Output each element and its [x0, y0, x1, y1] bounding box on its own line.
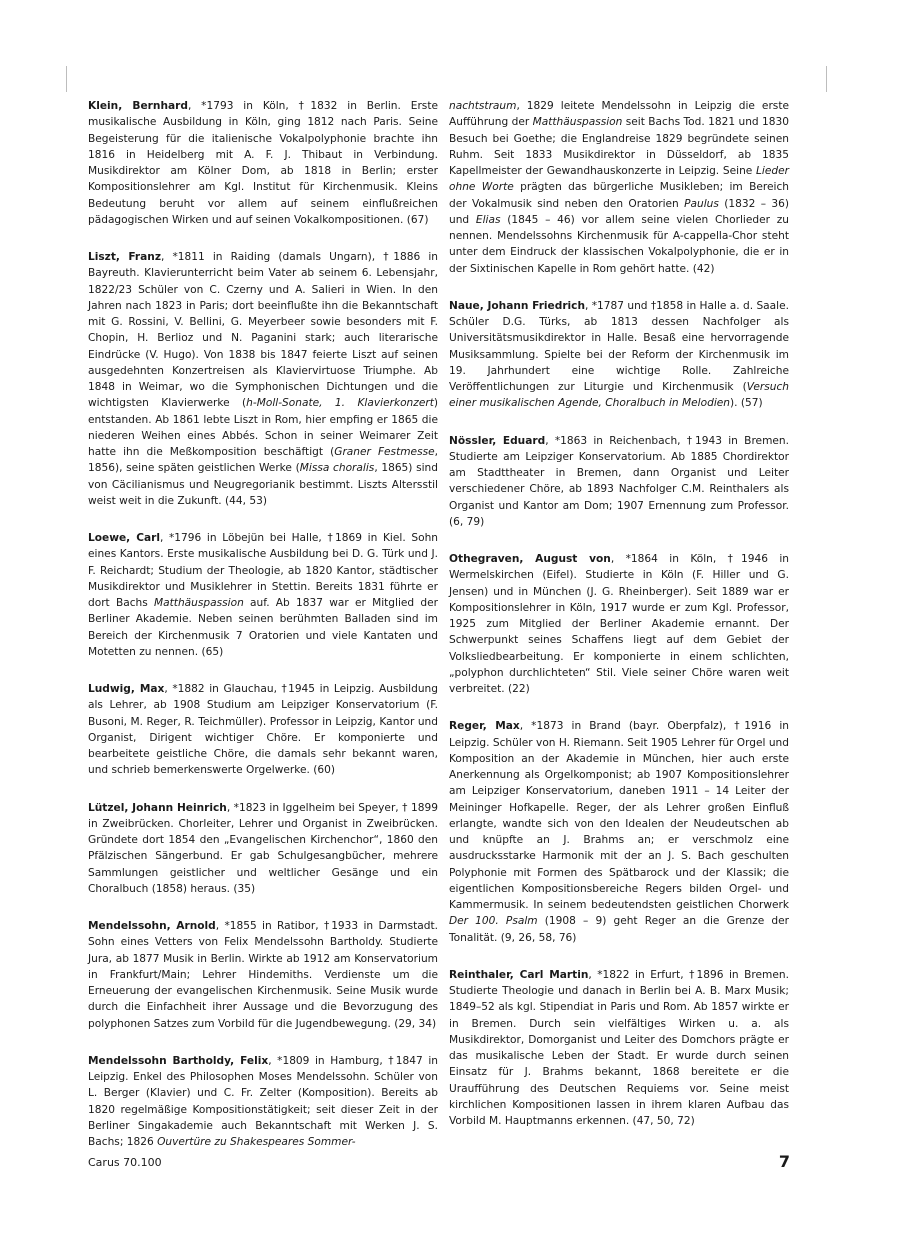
- composer-name: Loewe, Carl: [88, 532, 160, 544]
- work-title: Matthäuspassion: [532, 116, 623, 129]
- biography-entry: [449, 718, 789, 946]
- entry-text: , *1787 und †1858 in Halle a. d. Saale. Schüler D.G. Türks, ab 1813 dessen Nachfolger als Universitätsmusikdirektor in Halle. Besaß eine hervorragende Musiksammlung. Spielte bei der Reform der Kirchenmusik im 19. Jahrhundert eine wichtige Rolle. Zahlreiche Veröffentlichungen zur Liturgie und Kirchenmusik (: [449, 299, 789, 393]
- entry-text: , *1793 in Köln, †1832 in Berlin. Erste musikalische Ausbildung in Köln, ging 1812 nach Paris. Seine Begeisterung für die italienische Vokalpolyphonie brachte ihn 1816 in Heidelberg mit A. F. J. Thibaut in Verbindung. Musikdirektor am Kölner Dom, ab 1818 in Berlin; erster Kompositionslehrer am Kgl. Institut für Kirchenmusik. Kleins Bedeutung beruht vor allem auf seinem einflußreichen pädagogischen Wirken und auf seinen Vokalkompositionen. (67): [88, 100, 438, 226]
- biography-entry: [449, 967, 789, 1130]
- biography-entry: [88, 800, 438, 898]
- biography-entry: [88, 530, 438, 660]
- entry-text: , *1809 in Hamburg, †1847 in Leipzig. Enkel des Philosophen Moses Mendelssohn. Schüler von L. Berger (Klavier) und C. Fr. Zelter (Komposition). Bereits ab 1820 regelmäßige Kompositionstätigkeit; seit dieser Zeit in der Berliner Singakademie auch Bekanntschaft mit Werken J. S. Bachs; 1826: [88, 1054, 439, 1148]
- entry-text: , *1811 in Raiding (damals Ungarn), †1886 in Bayreuth. Klavierunterricht beim Vater ab seinem 6. Lebensjahr, 1822/23 Schüler von C. Czerny und A. Salieri in Wien. In den Jahren nach 1823 in Paris; dort beeinflußte ihn die Bekanntschaft mit G. Rossini, V. Bellini, G. Meyerbeer sowie besonders mit F. Chopin, H. Berlioz und N. Paganini stark; auch literarische Eindrücke (V. Hugo). Von 1838 bis 1847 feierte Liszt auf seinen ausgedehnten Konzertreisen als Klaviervirtuose Triumphe. Ab 1848 in Weimar, wo die Symphonischen Dichtungen und die wichtigsten Klavierwerke (: [88, 251, 438, 410]
- entry-text: (1908 – 9) geht Reger an die Grenze der Tonalität. (9, 26, 58, 76): [449, 915, 790, 944]
- crop-mark: [66, 66, 67, 92]
- entry-text: , *1822 in Erfurt, †1896 in Bremen. Studierte Theologie und danach in Berlin bei A. B. Marx Musik; 1849–52 als kgl. Stipendiat in Paris und Rom. Ab 1857 wirkte er in Bremen. Durch sein vielfältiges Wirken u. a. als Musikdirektor, Domorganist und Leiter des Domchors prägte er das musikalische Leben der Stadt. Er wurde durch seinen Einsatz für J. Brahms bekannt, 1868 bereitete er die Uraufführung des Deutschen Requiems vor. Seine meist kirchlichen Kompositionen lassen in ihrem klaren Aufbau das Vorbild M. Hauptmanns erkennen. (47, 50, 72): [449, 968, 789, 1127]
- composer-name: Lützel, Johann Heinrich: [88, 801, 227, 814]
- entry-text: ) entstanden. Ab 1861 lebte Liszt in Rom, hier empfing er 1865 die niederen Weihen eines Abbés. Schon in seiner Weimarer Zeit hatte ihn die Meßkomposition beschäftigt (: [88, 397, 438, 458]
- composer-name: Reger, Max: [449, 720, 520, 733]
- biography-entry: [88, 98, 438, 228]
- work-title: nachtstraum: [449, 100, 517, 112]
- biography-entry: [88, 249, 438, 509]
- crop-mark: [826, 66, 827, 92]
- biography-entry: [449, 98, 789, 277]
- entry-text: , 1856), seine späten geistlichen Werke (: [88, 446, 438, 475]
- composer-name: Liszt, Franz: [88, 251, 162, 263]
- composer-name: Nössler, Eduard: [449, 434, 546, 447]
- work-title: h-Moll-Sonate, 1. Klavierkonzert: [246, 397, 434, 410]
- entry-text: , *1864 in Köln, †1946 in Wermelskirchen (Eifel). Studierte in Köln (F. Hiller und G. Jensen) und in München (J. G. Rheinberger). Seit 1889 war er Kompositionslehrer in Köln, 1917 wurde er zum Kgl. Professor, 1925 zum Mitglied der Berliner Akademie ernannt. Der Schwerpunkt seines Schaffens liegt auf dem Gebiet der Volksliedbearbeitung. Er komponierte in einem schlichten, „polyphon durchlichteten“ Stil. Viele seiner Chöre waren weit verbreitet. (22): [449, 553, 789, 695]
- composer-name: Naue, Johann Friedrich: [449, 299, 585, 312]
- biography-entry: [449, 433, 789, 531]
- work-title: Lieder ohne Worte: [449, 165, 789, 194]
- entry-text: ). (57): [730, 397, 763, 410]
- biography-entry: [88, 681, 438, 779]
- composer-name: Mendelssohn, Arnold: [88, 920, 216, 932]
- entry-text: (1845 – 46) vor allem seine vielen Chorlieder zu nennen. Mendelssohns Kirchenmusik für A-cappella-Chor steht unter dem Eindruck der klassischen Vokalpolyphonie, die er in der Sixtinischen Kapelle in Rom gehört hatte. (42): [449, 213, 789, 275]
- work-title: Der 100. Psalm: [449, 915, 538, 928]
- entry-text: , *1796 in Löbejün bei Halle, †1869 in Kiel. Sohn eines Kantors. Erste musikalische Ausbildung bei D. G. Türk und J. F. Reichardt; Studium der Theologie, ab 1820 Kantor, städtischer Musikdirektor und Musiklehrer in Stettin. Bereits 1831 führte er dort Bachs: [88, 532, 438, 609]
- work-title: Graner Festmesse: [334, 446, 435, 458]
- entry-text: seit Bachs Tod. 1821 und 1830 Besuch bei Goethe; die Englandreise 1829 begründete seinen Ruhm. Seit 1833 Musikdirektor in Düsseldorf, ab 1835 Kapellmeister der Gewandhauskonzerte in Leipzig. Seine: [449, 116, 790, 177]
- composer-name: Klein, Bernhard: [88, 100, 188, 112]
- work-title: Elias: [475, 213, 501, 226]
- biography-entry: [449, 298, 789, 412]
- entry-text: , *1863 in Reichenbach, †1943 in Bremen. Studierte am Leipziger Konservatorium. Ab 1885 Chordirektor am Stadttheater in Bremen, dann Organist und Leiter verschiedener Chöre, ab 1893 Nachfolger C.M. Reinthalers als Organist und Kantor am Dom; 1907 Ernennung zum Professor. (6, 79): [449, 434, 789, 528]
- composer-name: Ludwig, Max: [88, 683, 165, 695]
- entry-text: , *1855 in Ratibor, †1933 in Darmstadt. Sohn eines Vetters von Felix Mendelssohn Bartholdy. Studierte Jura, ab 1877 Musik in Berlin. Wirkte ab 1912 am Konservatorium in Frankfurt/Main; Lehrer Hindemiths. Verdienste um die Erneuerung der evangelischen Kirchenmusik. Seine Musik wurde durch die Einfachheit ihrer Aussage und die Bevorzugung des polyphonen Satzes zum Vorbild für die Jugendbewegung. (29, 34): [88, 920, 438, 1030]
- entry-text: , 1829 leitete Mendelssohn in Leipzig die erste Aufführung der: [449, 100, 789, 129]
- entry-text: , 1865) sind von Cäcilianismus und Neugregorianik bestimmt. Liszts Altersstil weist weit in die Zukunft. (44, 53): [88, 462, 438, 507]
- work-title: Versuch einer musikalischen Agende, Choralbuch in Melodien: [449, 381, 789, 410]
- entry-text: prägten das bürgerliche Musikleben; im Bereich der Vokalmusik sind neben den Oratorien: [449, 181, 789, 210]
- entry-text: (1832 – 36) und: [449, 197, 790, 226]
- biography-entry: [449, 551, 789, 697]
- right-column: [449, 98, 789, 1150]
- composer-name: Reinthaler, Carl Martin: [449, 968, 589, 981]
- page-number: 7: [778, 1152, 790, 1171]
- biography-entry: [88, 1053, 438, 1151]
- entry-text: auf. Ab 1837 war er Mitglied der Berliner Akademie. Neben seinen berühmten Balladen sind im Bereich der Kirchenmusik 7 Oratorien und viele Kantaten und Motetten zu nennen. (65): [88, 597, 438, 658]
- composer-name: Mendelssohn Bartholdy, Felix: [88, 1054, 269, 1067]
- catalog-number: Carus 70.100: [88, 1156, 162, 1169]
- work-title: Missa choralis: [299, 462, 375, 475]
- composer-name: Othegraven, August von: [449, 553, 611, 565]
- entry-text: , *1823 in Iggelheim bei Speyer, † 1899 in Zweibrücken. Chorleiter, Lehrer und Organist in Zweibrücken. Gründete dort 1854 den „Evangelischen Kirchenchor“, 1860 den Pfälzischen Sängerbund. Er gab Schulgesangbücher, mehrere Sammlungen geistlicher und weltlicher Gesänge und ein Choralbuch (1858) heraus. (35): [88, 801, 438, 895]
- biography-entry: [88, 918, 438, 1032]
- entry-text: , *1873 in Brand (bayr. Oberpfalz), †1916 in Leipzig. Schüler von H. Riemann. Seit 1905 Lehrer für Orgel und Komposition an der Akademie in München, hier auch erste Anerkennung als Orgelkomponist; ab 1907 Kompositionslehrer am Leipziger Konservatorium, daneben 1911 – 14 Leiter der Meininger Hofkapelle. Reger, der als Lehrer großen Einfluß erlangte, wandte sich von den Idealen der Neudeutschen ab und knüpfte an J. Brahms an; er verschmolz eine ausdrucksstarke Harmonik mit der an J. S. Bach geschulten Polyphonie mit Formen des Spätbarock und der Klassik; die eigentlichen Kompositionsbereiche Regers bilden Orgel- und Kammermusik. In seinem bedeutendsten geistlichen Chorwerk: [449, 720, 790, 911]
- work-title: Ouvertüre zu Shakespeares Sommer-: [157, 1136, 356, 1148]
- left-column: [88, 98, 438, 1171]
- work-title: Paulus: [684, 197, 719, 210]
- work-title: Matthäuspassion: [154, 597, 244, 609]
- entry-text: , *1882 in Glauchau, †1945 in Leipzig. Ausbildung als Lehrer, ab 1908 Studium am Leipziger Konservatorium (F. Busoni, M. Reger, R. Teichmüller). Professor in Leipzig, Kantor und Organist, Dirigent wichtiger Chöre. Er komponierte und bearbeitete geistliche Chöre, die damals sehr bekannt waren, und schrieb bemerkenswerte Orgelwerke. (60): [88, 683, 438, 777]
